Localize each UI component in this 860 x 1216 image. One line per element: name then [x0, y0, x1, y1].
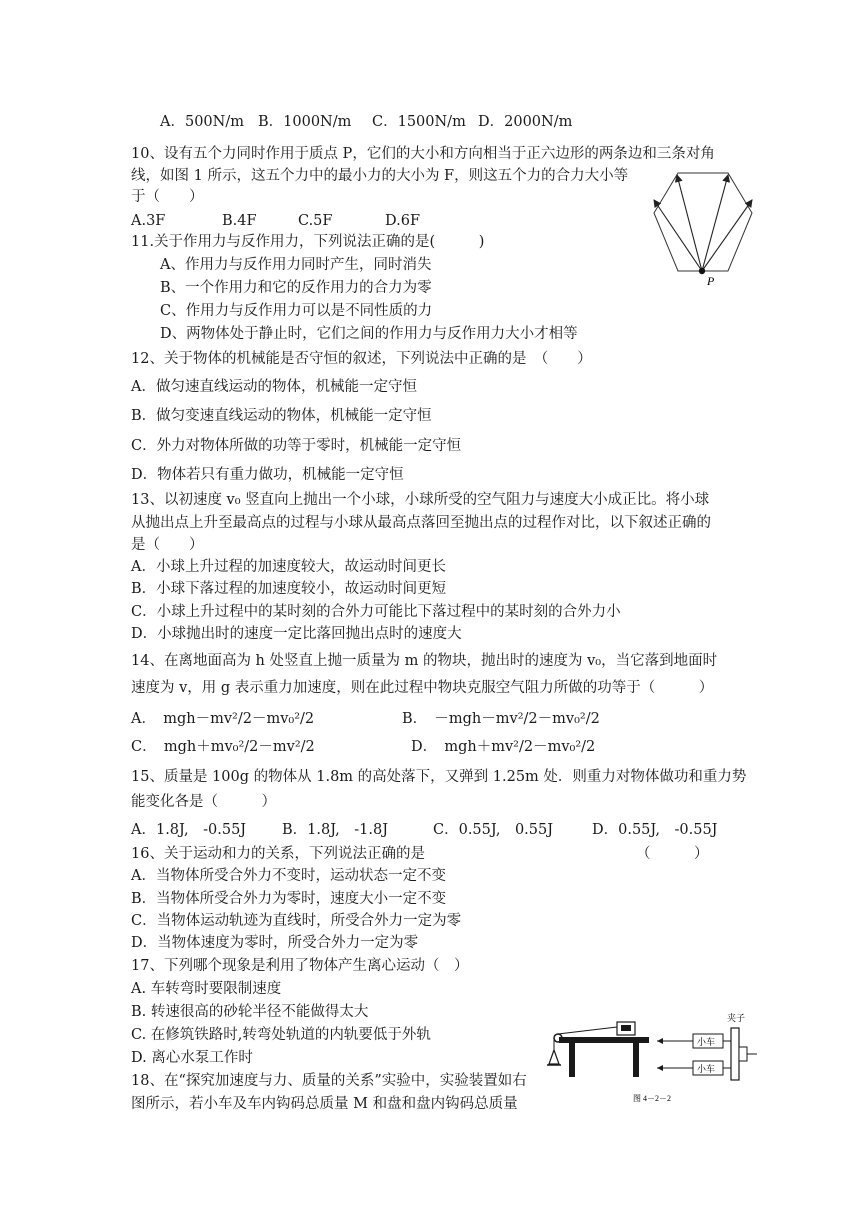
q17-stem: 17、下列哪个现象是利用了物体产生离心运动（ ）: [131, 958, 469, 974]
table-leg-right: [633, 1043, 639, 1077]
q15-line2: 能变化各是（ ）: [131, 794, 276, 810]
q13-option-b: B．小球下落过程的加速度较小，故运动时间更短: [131, 581, 447, 597]
q11-option-c: C、作用力与反作用力可以是不同性质的力: [160, 303, 433, 319]
q13-line2: 从抛出点上升至最高点的过程与小球从最高点落回至抛出点的过程作对比，以下叙述正确的: [131, 515, 711, 531]
q11-option-a: A、作用力与反作用力同时产生，同时消失: [160, 257, 432, 273]
q14-line1: 14、在离地面高为 h 处竖直上抛一质量为 m 的物块，抛出时的速度为 v₀，当它落到地面时: [131, 653, 718, 669]
figure-caption: 图 4－2－2: [633, 1094, 671, 1103]
q18-line1: 18、在“探究加速度与力、质量的关系”实验中，实验装置如右: [131, 1073, 527, 1089]
q10-line3: 于（ ）: [131, 189, 204, 205]
q10-option-c: C.5F: [298, 213, 333, 229]
q14-option-b: B． －mgh－mv²/2－mv₀²/2: [402, 711, 600, 727]
hanging-pan-icon: [549, 1050, 559, 1064]
point-p-label: P: [707, 274, 715, 288]
q15-options: [0, 820, 860, 840]
q9-option-a: A．500N/m: [160, 114, 244, 130]
q13-option-a: A．小球上升过程的加速度较大，故运动时间更长: [131, 559, 446, 575]
q12-option-d: D．物体若只有重力做功，机械能一定守恒: [131, 467, 404, 483]
q9-option-c: C．1500N/m: [372, 114, 466, 130]
q17-option-c: C. 在修筑铁路时,转弯处轨道的内轨要低于外轨: [131, 1027, 431, 1043]
q17-option-d: D. 离心水泵工作时: [131, 1050, 253, 1066]
q16-option-b: B．当物体所受合外力为零时，速度大小一定不变: [131, 891, 447, 907]
q14-options-row1: [0, 709, 860, 729]
clip-label: 夹子: [727, 1013, 746, 1023]
q10-option-b: B.4F: [222, 213, 257, 229]
clip-icon: [731, 1028, 739, 1080]
q14-option-d: D． mgh＋mv²/2－mv₀²/2: [411, 739, 596, 755]
q12-stem: 12、关于物体的机械能是否守恒的叙述，下列说法中正确的是 （ ）: [131, 351, 592, 367]
q16-option-c: C．当物体运动轨迹为直线时，所受合外力一定为零: [131, 913, 462, 929]
q13-option-c: C．小球上升过程中的某时刻的合外力可能比下落过程中的某时刻的合外力小: [131, 604, 621, 620]
q16-stem: 16、关于运动和力的关系，下列说法正确的是: [131, 846, 425, 862]
q9-option-d: D．2000N/m: [478, 114, 573, 130]
q15-line1: 15、质量是 100g 的物体从 1.8m 的高处落下，又弹到 1.25m 处．则重力对物体做功和重力势: [131, 769, 747, 785]
q12-option-c: C．外力对物体所做的功等于零时，机械能一定守恒: [131, 438, 462, 454]
q10-option-a: A.3F: [131, 213, 166, 229]
q14-option-a: A． mgh－mv²/2－mv₀²/2: [131, 711, 315, 727]
q17-option-b: B. 转速很高的砂轮半径不能做得太大: [131, 1004, 369, 1020]
q13-line3: 是（ ）: [131, 537, 204, 553]
q18-line2: 图所示，若小车及车内钩码总质量 M 和盘和盘内钩码总质量: [131, 1096, 518, 1112]
q14-option-c: C． mgh＋mv₀²/2－mv²/2: [131, 739, 315, 755]
q15-option-d: D．0.55J, -0.55J: [592, 822, 718, 838]
hexagon-force-diagram: [644, 168, 768, 290]
table-top: [559, 1037, 649, 1043]
table-leg-left: [569, 1043, 575, 1077]
q15-option-c: C．0.55J, 0.55J: [433, 822, 554, 838]
q14-options-row2: [0, 737, 860, 757]
q16-option-d: D．当物体速度为零时，所受合外力一定为零: [131, 935, 419, 951]
q11-option-b: B、一个作用力和它的反作用力的合力为零: [160, 280, 432, 296]
q14-line2: 速度为 v，用 g 表示重力加速度，则在此过程中物块克服空气阻力所做的功等于（ ）: [131, 680, 714, 696]
q17-option-a: A. 车转弯时要限制速度: [131, 981, 282, 997]
cart-apparatus-diagram: [545, 1010, 781, 1108]
cart-top-label: 小车: [697, 1037, 716, 1047]
q10-line2: 线，如图 1 所示，这五个力中的最小力的大小为 F，则这五个力的合力大小等: [131, 168, 629, 184]
q13-option-d: D．小球抛出时的速度一定比落回抛出点时的速度大: [131, 626, 462, 642]
q10-line1: 10、设有五个力同时作用于质点 P，它们的大小和方向相当于正六边形的两条边和三条对角: [131, 146, 715, 162]
q9-option-b: B．1000N/m: [258, 114, 352, 130]
q16-answer-paren: （ ）: [636, 846, 709, 862]
q16-option-a: A．当物体所受合外力不变时，运动状态一定不变: [131, 868, 446, 884]
q12-option-b: B．做匀变速直线运动的物体，机械能一定守恒: [131, 408, 432, 424]
cart-bottom-label: 小车: [697, 1064, 716, 1074]
q15-option-a: A．1.8J, -0.55J: [131, 822, 247, 838]
q9-options: [0, 112, 860, 132]
q11-stem: 11.关于作用力与反作用力，下列说法正确的是( ): [131, 234, 485, 250]
q10-options: [0, 211, 640, 231]
q15-option-b: B．1.8J, -1.8J: [282, 822, 389, 838]
q12-option-a: A．做匀速直线运动的物体，机械能一定守恒: [131, 379, 417, 395]
q13-line1: 13、以初速度 v₀ 竖直向上抛出一个小球，小球所受的空气阻力与速度大小成正比。将小球: [131, 492, 710, 508]
q10-option-d: D.6F: [385, 213, 421, 229]
q11-option-d: D、两物体处于静止时，它们之间的作用力与反作用力大小才相等: [160, 326, 578, 342]
